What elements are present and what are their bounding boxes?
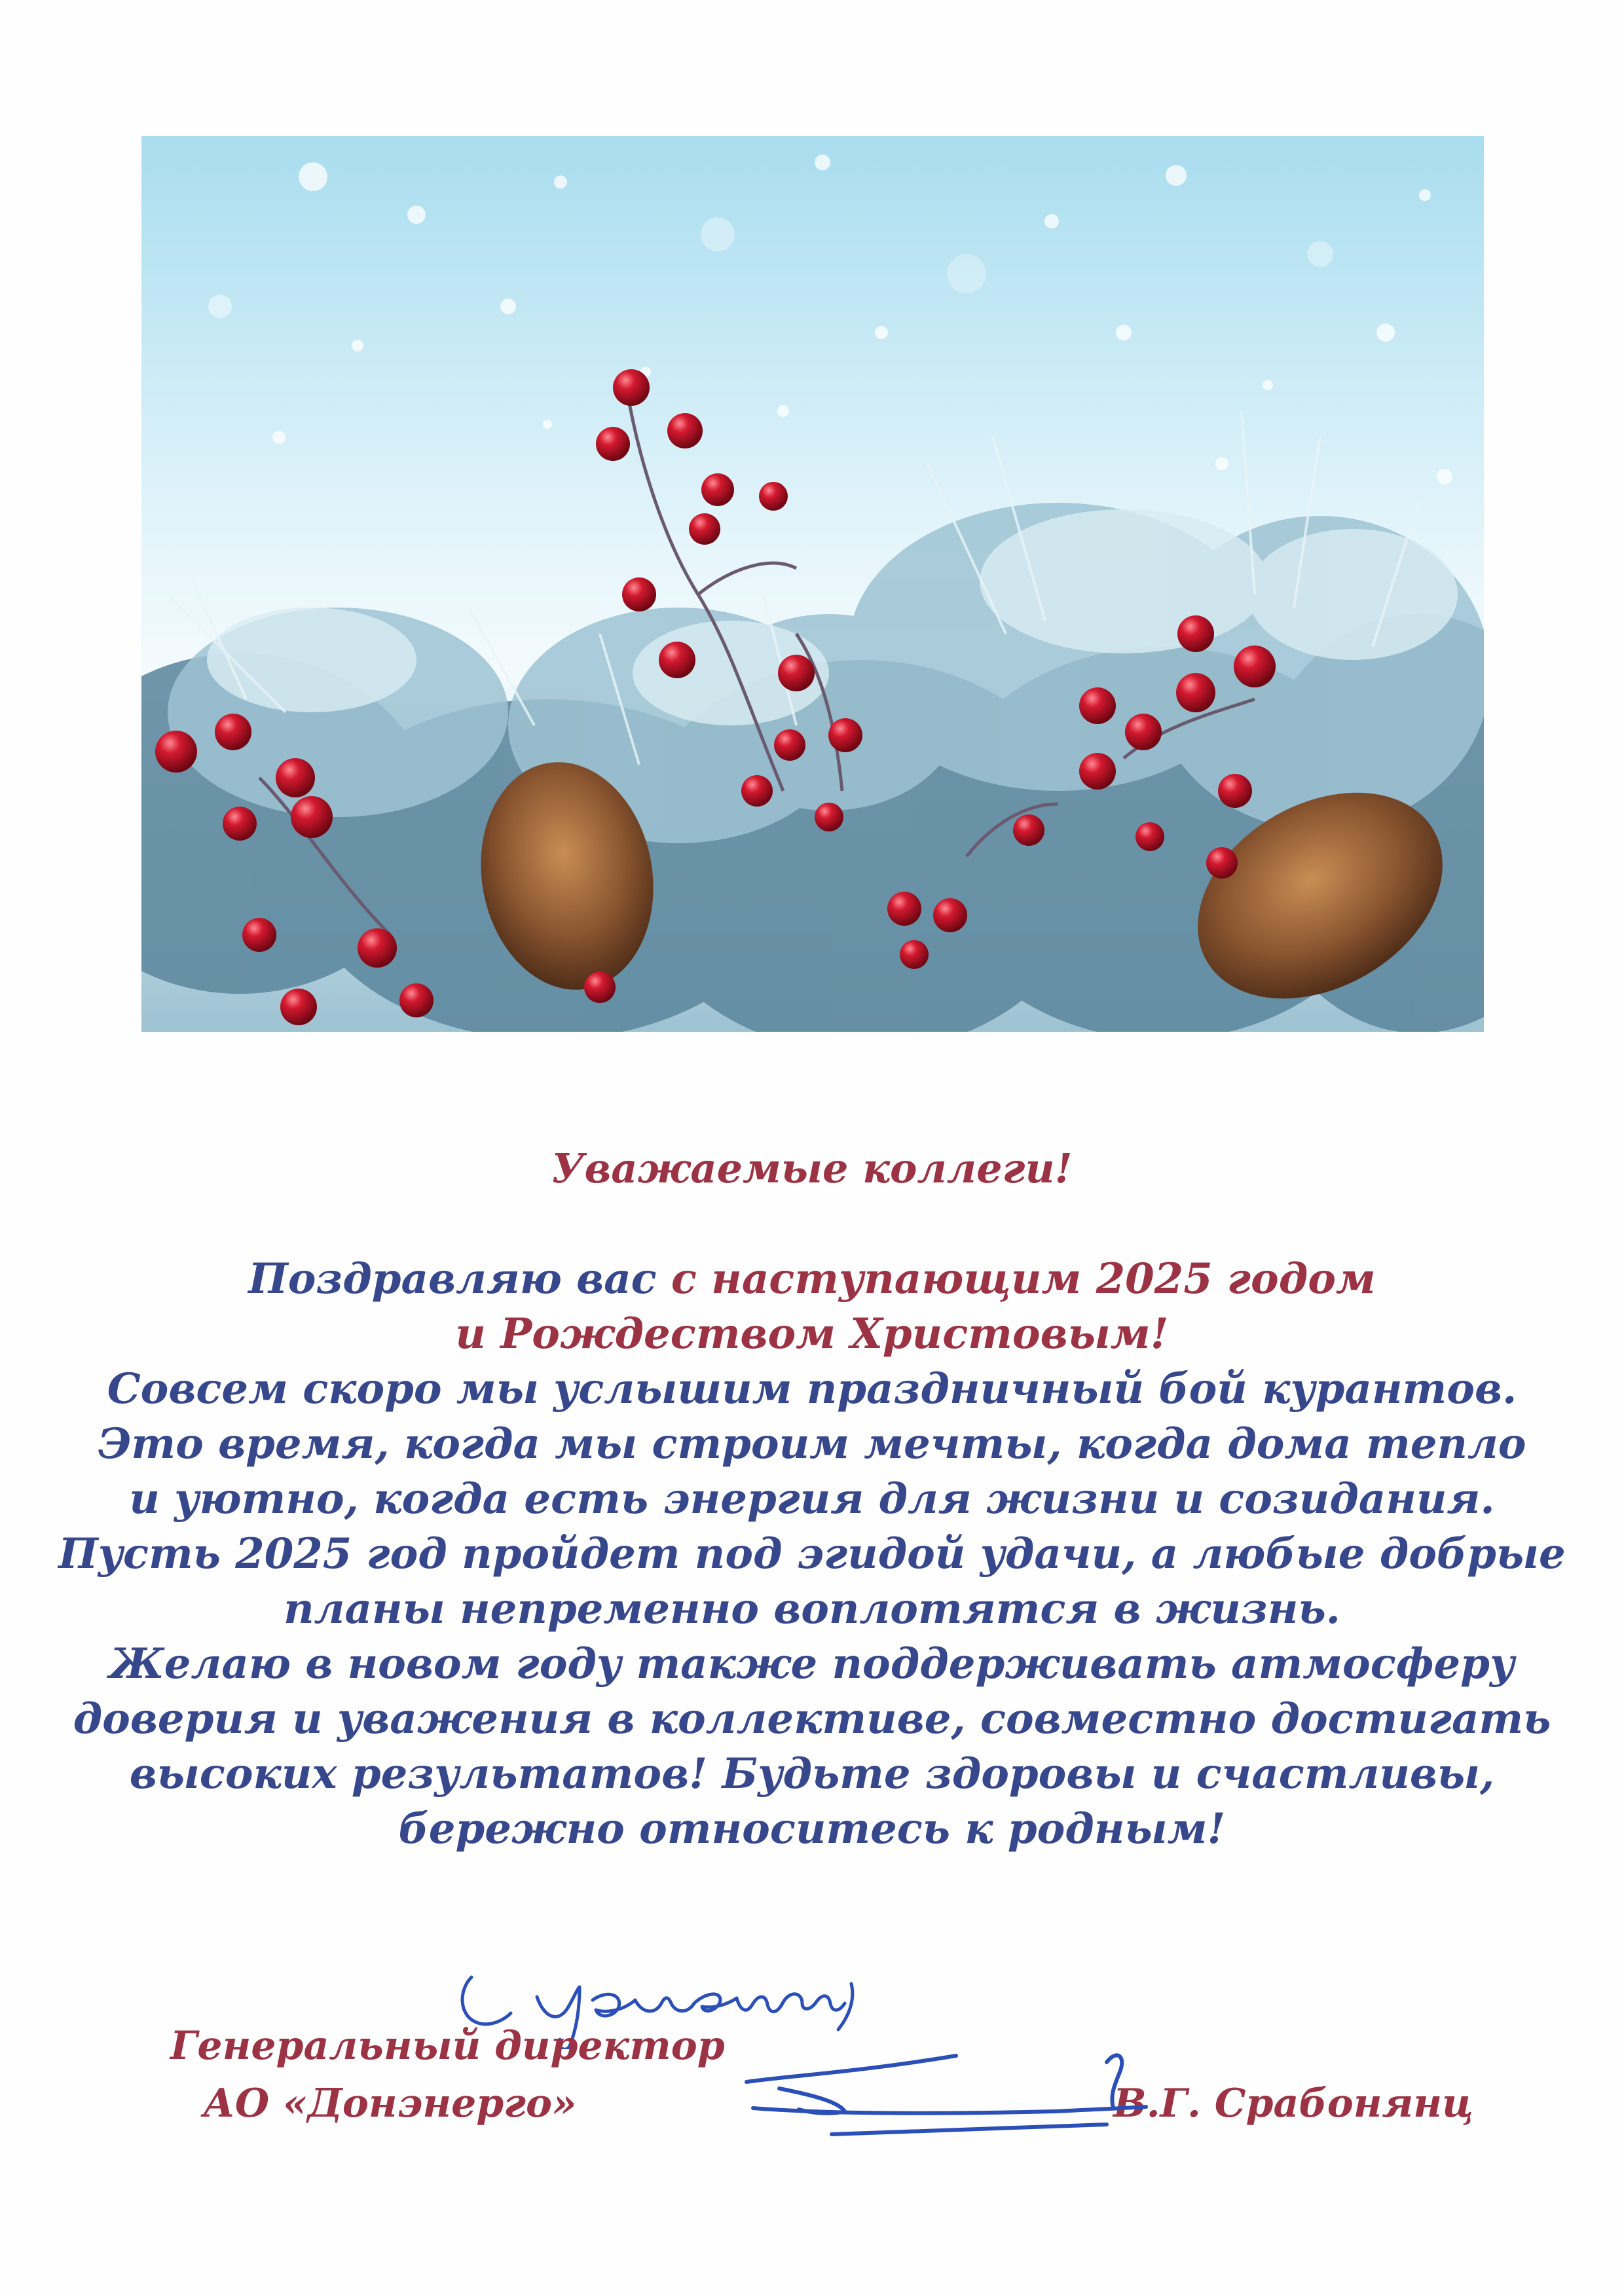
body-line: Совсем скоро мы услышим праздничный бой курантов. xyxy=(107,1364,1517,1413)
signatory-name: В.Г. Срабонянц xyxy=(1113,2081,1474,2126)
handwritten-signature xyxy=(740,2036,1159,2167)
pine-branches-illustration xyxy=(141,136,1484,1032)
greeting-line-2: и Рождеством Христовым! xyxy=(455,1309,1169,1358)
signatory-position: Генеральный директор xyxy=(170,2023,725,2069)
body-line: Желаю в новом году также поддерживать атмосферу xyxy=(109,1639,1515,1688)
greeting-line-1-blue: Поздравляю вас xyxy=(248,1254,671,1303)
body-line: бережно относитесь к родным! xyxy=(398,1804,1226,1853)
body-line: доверия и уважения в коллективе, совместно достигать xyxy=(73,1694,1551,1743)
salutation: Уважаемые коллеги! xyxy=(551,1144,1073,1192)
greeting-line-1-red: с наступающим 2025 годом xyxy=(671,1254,1376,1303)
greeting-line-1 xyxy=(0,1252,1624,1307)
body-line: планы непременно воплотятся в жизнь. xyxy=(284,1584,1340,1633)
body-line: Пусть 2025 год пройдет под эгидой удачи, а любые добрые xyxy=(58,1529,1566,1578)
signatory-company: АО «Донэнерго» xyxy=(203,2081,577,2126)
body-line: и уютно, когда есть энергия для жизни и созидания. xyxy=(129,1474,1495,1523)
winter-header-image xyxy=(141,136,1484,1032)
letter-body xyxy=(0,1252,1624,1857)
body-line: Это время, когда мы строим мечты, когда дома тепло xyxy=(98,1419,1526,1468)
body-line: высоких результатов! Будьте здоровы и счастливы, xyxy=(129,1749,1495,1798)
